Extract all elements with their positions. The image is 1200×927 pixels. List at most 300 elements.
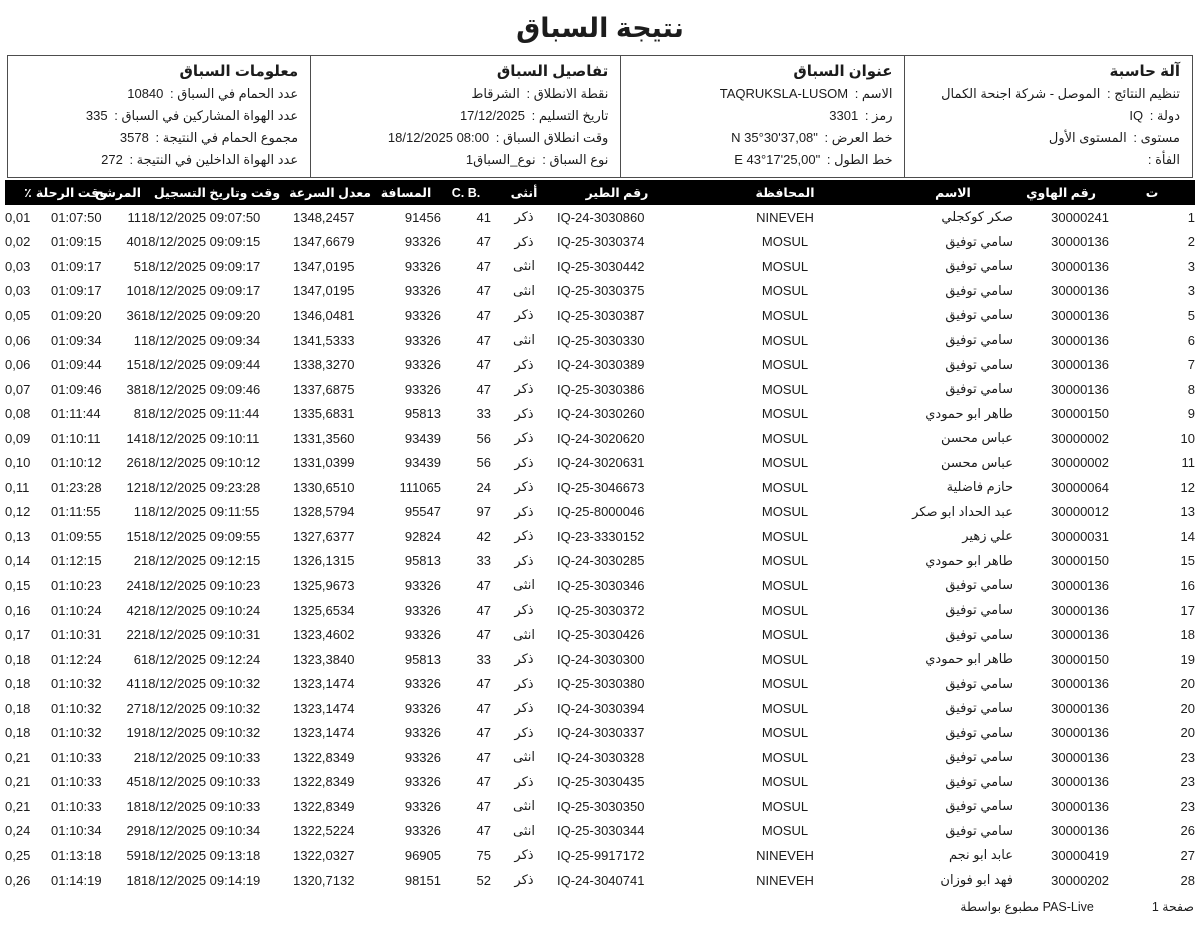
table-row xyxy=(5,377,1195,402)
cell-ring: IQ-25-3030426 xyxy=(557,627,645,643)
cell-governorate: MOSUL xyxy=(761,798,809,814)
info-line-label: مجموع الحمام في النتيجة : xyxy=(155,130,299,145)
cell-ring: IQ-24-3020631 xyxy=(557,455,645,471)
cell-sex: ذكر xyxy=(514,479,534,495)
table-row xyxy=(5,720,1195,745)
cell-ring: IQ-25-3046673 xyxy=(557,479,645,495)
info-section-title: عنوان السباق xyxy=(793,63,893,80)
cell-fancier: 30000064 xyxy=(1051,479,1109,495)
cell-serial: 17 xyxy=(1180,602,1195,618)
cell-cb: 47 xyxy=(476,798,491,814)
cell-reg_datetime: 18/12/2025 09:10:33 xyxy=(141,749,261,765)
cell-cb: 47 xyxy=(476,627,491,643)
cell-sex: ذكر xyxy=(514,528,534,544)
cell-governorate: MOSUL xyxy=(761,774,809,790)
cell-cb: 47 xyxy=(476,700,491,716)
info-line xyxy=(20,105,298,127)
info-line xyxy=(917,127,1180,149)
cell-distance: 93326 xyxy=(404,381,441,397)
cell-pct: 0,15 xyxy=(5,577,31,593)
cell-name: سامي توفيق xyxy=(945,577,1013,593)
cell-sex: ذكر xyxy=(514,356,534,372)
table-row xyxy=(5,279,1195,304)
table-row xyxy=(5,401,1195,426)
cell-pct: 0,21 xyxy=(5,798,31,814)
cell-governorate: MOSUL xyxy=(761,479,809,495)
cell-reg_datetime: 18/12/2025 09:10:11 xyxy=(141,430,260,446)
column-header-name: الاسم xyxy=(935,186,971,200)
cell-serial: 23 xyxy=(1180,749,1195,765)
cell-governorate: MOSUL xyxy=(761,602,809,618)
cell-candidate: 15 xyxy=(126,357,141,373)
cell-ring: IQ-25-3030374 xyxy=(557,234,645,250)
cell-ring: IQ-24-3030337 xyxy=(557,725,645,741)
cell-cb: 56 xyxy=(476,455,491,471)
cell-candidate: 22 xyxy=(126,627,141,643)
cell-reg_datetime: 18/12/2025 09:14:19 xyxy=(141,872,261,888)
cell-fancier: 30000136 xyxy=(1051,357,1109,373)
cell-speed: 1330,6510 xyxy=(293,479,355,495)
cell-distance: 98151 xyxy=(404,872,441,888)
cell-ring: IQ-24-3030328 xyxy=(557,749,645,765)
cell-serial: 13 xyxy=(1180,504,1195,520)
cell-governorate: MOSUL xyxy=(761,307,809,323)
cell-governorate: MOSUL xyxy=(761,651,809,667)
cell-reg_datetime: 18/12/2025 09:10:32 xyxy=(141,725,261,741)
table-row xyxy=(5,598,1195,623)
cell-sex: انثى xyxy=(513,798,535,814)
cell-governorate: MOSUL xyxy=(761,357,809,373)
info-line-value: الشرقاط xyxy=(471,86,520,101)
cell-speed: 1320,7132 xyxy=(293,872,355,888)
cell-serial: 27 xyxy=(1180,847,1195,863)
cell-flight_time: 01:11:55 xyxy=(51,504,101,520)
cell-name: عابد ابو نجم xyxy=(949,847,1013,863)
cell-fancier: 30000136 xyxy=(1051,774,1109,790)
cell-cb: 47 xyxy=(476,234,491,250)
cell-candidate: 18 xyxy=(126,798,141,814)
info-line-label: مستوى : xyxy=(1133,130,1180,145)
cell-serial: 20 xyxy=(1180,725,1195,741)
table-row xyxy=(5,549,1195,574)
cell-cb: 47 xyxy=(476,774,491,790)
cell-reg_datetime: 18/12/2025 09:10:33 xyxy=(141,798,261,814)
cell-speed: 1347,0195 xyxy=(293,283,355,299)
cell-reg_datetime: 18/12/2025 09:23:28 xyxy=(141,479,261,495)
cell-flight_time: 01:14:19 xyxy=(51,872,102,888)
cell-ring: IQ-25-3030372 xyxy=(557,602,645,618)
cell-distance: 93326 xyxy=(404,749,441,765)
cell-name: عباس محسن xyxy=(941,454,1013,470)
info-section-race-info xyxy=(8,56,311,177)
cell-distance: 93326 xyxy=(404,798,441,814)
cell-speed: 1322,5224 xyxy=(293,823,355,839)
cell-serial: 10 xyxy=(1180,430,1195,446)
cell-sex: ذكر xyxy=(514,503,534,519)
cell-pct: 0,05 xyxy=(5,307,31,323)
cell-name: سامي توفيق xyxy=(945,332,1013,347)
info-line xyxy=(917,83,1180,105)
cell-flight_time: 01:07:50 xyxy=(51,209,102,225)
cell-ring: IQ-25-3030386 xyxy=(557,381,645,397)
table-row xyxy=(5,819,1195,844)
cell-speed: 1323,1474 xyxy=(293,676,355,692)
cell-pct: 0,07 xyxy=(5,381,31,397)
info-line-label: خط الطول : xyxy=(826,152,893,167)
cell-ring: IQ-25-3030387 xyxy=(557,307,645,323)
cell-sex: ذكر xyxy=(514,724,534,740)
table-row xyxy=(5,450,1195,475)
cell-reg_datetime: 18/12/2025 09:09:17 xyxy=(141,283,261,299)
cell-ring: IQ-23-3330152 xyxy=(557,528,645,544)
cell-serial: 26 xyxy=(1180,823,1195,839)
cell-pct: 0,02 xyxy=(5,234,31,250)
cell-reg_datetime: 18/12/2025 09:09:55 xyxy=(141,528,261,544)
cell-candidate: 8 xyxy=(133,406,141,422)
cell-name: سامي توفيق xyxy=(945,798,1013,814)
cell-speed: 1325,6534 xyxy=(293,602,355,618)
cell-sex: انثى xyxy=(513,332,535,347)
results-table-body xyxy=(5,205,1195,892)
cell-speed: 1323,1474 xyxy=(293,725,355,741)
cell-reg_datetime: 18/12/2025 09:10:12 xyxy=(141,455,261,471)
cell-cb: 41 xyxy=(476,209,491,225)
cell-flight_time: 01:23:28 xyxy=(51,479,102,495)
table-row xyxy=(5,230,1195,255)
cell-serial: 20 xyxy=(1180,700,1195,716)
table-row xyxy=(5,696,1195,721)
cell-serial: 3 xyxy=(1187,258,1195,274)
info-section-title: معلومات السباق xyxy=(179,63,299,80)
info-section-title: تفاصيل السباق xyxy=(496,63,609,80)
cell-name: سامي توفيق xyxy=(945,602,1013,618)
cell-pct: 0,08 xyxy=(5,406,31,422)
cell-reg_datetime: 18/12/2025 09:10:24 xyxy=(141,602,261,618)
cell-name: سامي توفيق xyxy=(945,749,1013,765)
cell-fancier: 30000202 xyxy=(1051,872,1109,888)
report-header xyxy=(7,0,1193,178)
table-row xyxy=(5,426,1195,451)
cell-flight_time: 01:09:17 xyxy=(51,283,102,299)
cell-sex: ذكر xyxy=(514,454,534,470)
cell-serial: 12 xyxy=(1180,479,1195,495)
cell-governorate: MOSUL xyxy=(761,381,809,397)
info-line-label: تاريخ التسليم : xyxy=(531,108,609,123)
info-line-label: نوع السباق : xyxy=(542,152,609,167)
cell-cb: 47 xyxy=(476,381,491,397)
cell-speed: 1322,0327 xyxy=(293,847,355,863)
cell-pct: 0,18 xyxy=(5,725,31,741)
cell-speed: 1338,3270 xyxy=(293,357,355,373)
cell-flight_time: 01:10:24 xyxy=(51,602,102,618)
table-row xyxy=(5,671,1195,696)
cell-serial: 8 xyxy=(1187,381,1195,397)
cell-name: طاهر ابو حمودي xyxy=(925,552,1013,568)
cell-name: علي زهير xyxy=(962,528,1013,544)
cell-cb: 47 xyxy=(476,577,491,593)
cell-ring: IQ-25-3030380 xyxy=(557,676,645,692)
cell-candidate: 45 xyxy=(126,774,141,790)
cell-governorate: NINEVEH xyxy=(756,209,814,225)
cell-name: عبد الحداد ابو صكر xyxy=(912,503,1013,519)
cell-flight_time: 01:10:11 xyxy=(51,430,101,446)
info-line xyxy=(20,127,298,149)
cell-ring: IQ-24-3030285 xyxy=(557,553,645,569)
cell-flight_time: 01:10:33 xyxy=(51,749,102,765)
cell-candidate: 18 xyxy=(126,872,141,888)
cell-cb: 42 xyxy=(476,528,491,544)
page-number-label: صفحة 1 xyxy=(1151,900,1194,915)
table-row xyxy=(5,475,1195,500)
cell-governorate: NINEVEH xyxy=(756,872,814,888)
info-line xyxy=(917,105,1180,127)
cell-reg_datetime: 18/12/2025 09:09:46 xyxy=(141,381,261,397)
cell-governorate: MOSUL xyxy=(761,676,809,692)
cell-sex: انثى xyxy=(513,577,535,593)
cell-governorate: MOSUL xyxy=(761,455,809,471)
cell-candidate: 41 xyxy=(126,676,141,692)
cell-pct: 0,09 xyxy=(5,430,31,446)
cell-name: سامي توفيق xyxy=(945,773,1013,789)
cell-candidate: 12 xyxy=(126,479,141,495)
cell-serial: 11 xyxy=(1181,455,1195,471)
cell-governorate: MOSUL xyxy=(761,577,809,593)
cell-distance: 93439 xyxy=(404,430,441,446)
cell-pct: 0,06 xyxy=(5,332,31,348)
cell-distance: 93326 xyxy=(404,357,441,373)
table-row xyxy=(5,524,1195,549)
cell-flight_time: 01:13:18 xyxy=(51,847,102,863)
cell-speed: 1323,4602 xyxy=(293,627,355,643)
cell-pct: 0,17 xyxy=(5,627,31,643)
cell-reg_datetime: 18/12/2025 09:09:34 xyxy=(141,332,261,348)
cell-governorate: MOSUL xyxy=(761,528,809,544)
cell-reg_datetime: 18/12/2025 09:11:55 xyxy=(141,504,260,520)
cell-sex: ذكر xyxy=(514,405,534,421)
cell-flight_time: 01:10:34 xyxy=(51,823,102,839)
cell-distance: 92824 xyxy=(404,528,441,544)
cell-fancier: 30000136 xyxy=(1051,234,1109,250)
cell-cb: 47 xyxy=(476,357,491,373)
cell-speed: 1323,3840 xyxy=(293,651,355,667)
info-line xyxy=(633,149,892,171)
cell-fancier: 30000150 xyxy=(1051,651,1109,667)
info-line-label: رمز : xyxy=(864,108,893,123)
cell-fancier: 30000031 xyxy=(1051,528,1109,544)
cell-ring: IQ-24-3030300 xyxy=(557,651,645,667)
cell-sex: ذكر xyxy=(514,307,534,323)
cell-governorate: MOSUL xyxy=(761,553,809,569)
table-row xyxy=(5,573,1195,598)
cell-flight_time: 01:11:44 xyxy=(51,406,101,422)
cell-ring: IQ-25-3030330 xyxy=(557,332,645,348)
cell-name: صكر كوكجلي xyxy=(941,209,1013,225)
cell-governorate: MOSUL xyxy=(761,406,809,422)
cell-ring: IQ-24-3030860 xyxy=(557,209,645,225)
info-line-label: دولة : xyxy=(1149,108,1180,123)
cell-candidate: 59 xyxy=(126,847,141,863)
cell-sex: انثى xyxy=(513,749,535,765)
cell-reg_datetime: 18/12/2025 09:10:34 xyxy=(141,823,261,839)
column-header-serial: ت xyxy=(1145,186,1159,200)
cell-flight_time: 01:10:33 xyxy=(51,798,102,814)
info-section-race-details xyxy=(311,56,621,177)
cell-distance: 93326 xyxy=(404,725,441,741)
info-line xyxy=(323,105,608,127)
cell-name: سامي توفيق xyxy=(945,282,1013,298)
info-line-label: عدد الهواة المشاركين في السباق : xyxy=(114,108,299,123)
cell-cb: 33 xyxy=(476,553,491,569)
cell-serial: 14 xyxy=(1180,528,1195,544)
cell-fancier: 30000012 xyxy=(1051,504,1109,520)
column-header-flight_time: وقت الرحلة xyxy=(35,186,107,200)
cell-ring: IQ-25-3030375 xyxy=(557,283,645,299)
cell-candidate: 10 xyxy=(126,283,141,299)
cell-fancier: 30000002 xyxy=(1051,430,1109,446)
cell-distance: 93326 xyxy=(404,823,441,839)
cell-distance: 95813 xyxy=(404,651,441,667)
cell-name: سامي توفيق xyxy=(945,724,1013,740)
cell-candidate: 11 xyxy=(127,209,141,225)
info-line xyxy=(323,127,608,149)
cell-pct: 0,25 xyxy=(5,847,31,863)
cell-distance: 93326 xyxy=(404,627,441,643)
column-header-pct: ٪ xyxy=(24,186,32,200)
cell-fancier: 30000150 xyxy=(1051,553,1109,569)
table-row xyxy=(5,622,1195,647)
cell-serial: 5 xyxy=(1187,307,1195,323)
cell-serial: 1 xyxy=(1187,209,1195,225)
cell-name: طاهر ابو حمودي xyxy=(925,405,1013,421)
cell-distance: 95547 xyxy=(404,504,441,520)
info-line-value: N 35°30'37,08" xyxy=(731,130,818,145)
cell-distance: 95813 xyxy=(404,406,441,422)
cell-reg_datetime: 18/12/2025 09:09:44 xyxy=(141,357,261,373)
info-line-label: نقطة الانطلاق : xyxy=(526,86,609,101)
cell-fancier: 30000136 xyxy=(1051,749,1109,765)
cell-distance: 93326 xyxy=(404,774,441,790)
cell-speed: 1328,5794 xyxy=(293,504,355,520)
cell-governorate: NINEVEH xyxy=(756,847,814,863)
cell-sex: ذكر xyxy=(514,675,534,691)
cell-name: سامي توفيق xyxy=(945,675,1013,691)
cell-candidate: 36 xyxy=(126,307,141,323)
cell-serial: 20 xyxy=(1180,676,1195,692)
cell-candidate: 24 xyxy=(126,577,141,593)
cell-serial: 3 xyxy=(1187,283,1195,299)
table-row xyxy=(5,254,1195,279)
info-line-value: 10840 xyxy=(127,86,164,101)
cell-reg_datetime: 18/12/2025 09:12:24 xyxy=(141,651,261,667)
cell-sex: ذكر xyxy=(514,233,534,249)
cell-serial: 23 xyxy=(1180,774,1195,790)
cell-speed: 1348,2457 xyxy=(293,209,355,225)
cell-pct: 0,21 xyxy=(5,749,31,765)
cell-ring: IQ-25-3030344 xyxy=(557,823,645,839)
cell-name: طاهر ابو حمودي xyxy=(925,651,1013,667)
results-table xyxy=(5,180,1195,892)
cell-cb: 52 xyxy=(476,872,491,888)
cell-candidate: 5 xyxy=(133,258,141,274)
cell-speed: 1335,6831 xyxy=(293,406,355,422)
cell-ring: IQ-24-3030394 xyxy=(557,700,645,716)
cell-distance: 111065 xyxy=(399,479,441,495)
info-line-value: الموصل - شركة اجنحة الكمال xyxy=(941,86,1101,101)
cell-ring: IQ-24-3030389 xyxy=(557,357,645,373)
cell-reg_datetime: 18/12/2025 09:12:15 xyxy=(141,553,261,569)
info-line xyxy=(633,83,892,105)
cell-candidate: 27 xyxy=(126,700,141,716)
cell-pct: 0,01 xyxy=(5,209,31,225)
cell-sex: ذكر xyxy=(514,552,534,568)
cell-speed: 1326,1315 xyxy=(293,553,355,569)
cell-cb: 97 xyxy=(476,504,491,520)
cell-sex: ذكر xyxy=(514,381,534,397)
cell-sex: ذكر xyxy=(514,209,534,225)
cell-reg_datetime: 18/12/2025 09:10:23 xyxy=(141,577,261,593)
cell-name: عباس محسن xyxy=(941,430,1013,446)
info-line xyxy=(20,149,298,171)
cell-cb: 33 xyxy=(476,406,491,422)
cell-name: سامي توفيق xyxy=(945,307,1013,323)
cell-fancier: 30000136 xyxy=(1051,283,1109,299)
report-footer xyxy=(0,899,1200,914)
cell-pct: 0,21 xyxy=(5,774,31,790)
info-line-value: TAQRUKSLA-LUSOM xyxy=(719,86,849,101)
cell-candidate: 15 xyxy=(126,528,141,544)
cell-pct: 0,14 xyxy=(5,553,31,569)
info-line-value: 18/12/2025 08:00 xyxy=(387,130,490,145)
cell-ring: IQ-25-3030442 xyxy=(557,258,645,274)
info-line-value: 3578 xyxy=(119,130,149,145)
cell-distance: 95813 xyxy=(404,553,441,569)
cell-flight_time: 01:10:32 xyxy=(51,700,102,716)
cell-speed: 1337,6875 xyxy=(293,381,355,397)
cell-cb: 47 xyxy=(476,332,491,348)
cell-flight_time: 01:09:20 xyxy=(51,307,102,323)
info-line-value: المستوى الأول xyxy=(1048,130,1127,145)
cell-fancier: 30000136 xyxy=(1051,258,1109,274)
cell-governorate: MOSUL xyxy=(761,749,809,765)
cell-speed: 1327,6377 xyxy=(293,528,355,544)
cell-name: سامي توفيق xyxy=(945,233,1013,249)
cell-fancier: 30000136 xyxy=(1051,700,1109,716)
cell-distance: 93326 xyxy=(404,332,441,348)
info-line xyxy=(323,149,608,171)
cell-pct: 0,03 xyxy=(5,258,31,274)
cell-candidate: 42 xyxy=(126,602,141,618)
table-row xyxy=(5,745,1195,770)
cell-flight_time: 01:10:32 xyxy=(51,676,102,692)
cell-serial: 9 xyxy=(1187,406,1195,422)
info-line xyxy=(20,83,298,105)
cell-pct: 0,12 xyxy=(5,504,31,520)
cell-name: حازم فاضلية xyxy=(946,479,1013,495)
cell-cb: 47 xyxy=(476,283,491,299)
column-header-governorate: المحافظة xyxy=(755,186,815,200)
info-line-value: 17/12/2025 xyxy=(459,108,526,123)
cell-speed: 1325,9673 xyxy=(293,577,355,593)
table-row xyxy=(5,205,1195,230)
cell-pct: 0,10 xyxy=(5,455,31,471)
cell-pct: 0,18 xyxy=(5,700,31,716)
cell-cb: 47 xyxy=(476,676,491,692)
cell-governorate: MOSUL xyxy=(761,283,809,299)
info-line-label: وقت انطلاق السباق : xyxy=(495,130,609,145)
cell-distance: 91456 xyxy=(404,209,441,225)
cell-speed: 1331,3560 xyxy=(293,430,355,446)
cell-distance: 93326 xyxy=(404,307,441,323)
